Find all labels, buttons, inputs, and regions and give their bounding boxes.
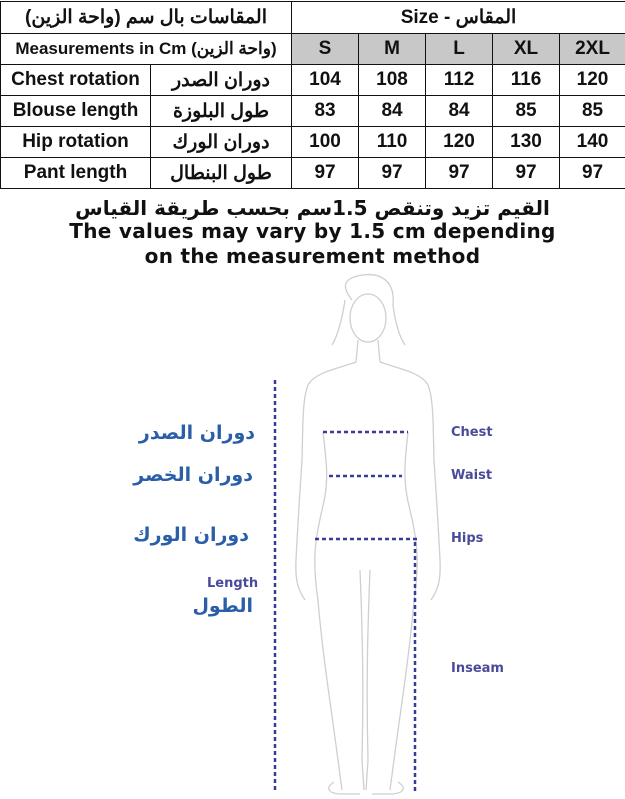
label-waist-en: Waist (451, 468, 493, 483)
cell: 83 (292, 96, 359, 127)
cell: 120 (560, 65, 625, 96)
label-waist-ar: دوران الخصر (133, 464, 253, 486)
cell: 84 (426, 96, 493, 127)
table-row (1, 65, 625, 96)
cell: 110 (359, 127, 426, 158)
cell: 100 (292, 127, 359, 158)
row-label-en: Blouse length (1, 96, 151, 127)
body-outline-icon (0, 270, 625, 799)
table-row (1, 127, 625, 158)
cell: 97 (359, 158, 426, 189)
row-label-en: Pant length (1, 158, 151, 189)
cell: 97 (560, 158, 625, 189)
row-label-ar: دوران الصدر (151, 65, 292, 96)
label-hips-en: Hips (451, 531, 484, 546)
label-hip-ar: دوران الورك (133, 524, 249, 546)
row-label-ar: دوران الورك (151, 127, 292, 158)
size-m: M (359, 34, 426, 65)
cell: 120 (426, 127, 493, 158)
cell: 112 (426, 65, 493, 96)
size-s: S (292, 34, 359, 65)
size-xl: XL (493, 34, 560, 65)
label-chest-ar: دوران الصدر (138, 422, 255, 444)
cell: 104 (292, 65, 359, 96)
size-chart-table (0, 1, 625, 189)
cell: 85 (560, 96, 625, 127)
row-label-en: Hip rotation (1, 127, 151, 158)
header-measurements-en: Measurements in Cm (واحة الزين) (1, 34, 292, 65)
table-row (1, 96, 625, 127)
cell: 97 (292, 158, 359, 189)
row-label-ar: طول البلوزة (151, 96, 292, 127)
body-measurement-figure (0, 270, 625, 799)
cell: 108 (359, 65, 426, 96)
cell: 116 (493, 65, 560, 96)
row-label-ar: طول البنطال (151, 158, 292, 189)
cell: 85 (493, 96, 560, 127)
cell: 130 (493, 127, 560, 158)
cell: 97 (426, 158, 493, 189)
label-length-ar: الطول (192, 595, 253, 617)
note-english-line2: on the measurement method (144, 244, 481, 268)
label-length-en: Length (207, 576, 259, 591)
cell: 84 (359, 96, 426, 127)
header-size: Size - المقاس (292, 2, 625, 34)
row-label-en: Chest rotation (1, 65, 151, 96)
cell: 97 (493, 158, 560, 189)
header-measurements-ar: المقاسات بال سم (واحة الزين) (1, 2, 292, 34)
label-chest-en: Chest (451, 425, 493, 440)
note-english-line1: The values may vary by 1.5 cm depending (69, 219, 556, 243)
cell: 140 (560, 127, 625, 158)
table-row (1, 158, 625, 189)
note-arabic: القيم تزيد وتنقص 1.5سم بحسب طريقة القياس (75, 196, 550, 220)
size-l: L (426, 34, 493, 65)
label-inseam-en: Inseam (451, 661, 504, 676)
size-2xl: 2XL (560, 34, 625, 65)
